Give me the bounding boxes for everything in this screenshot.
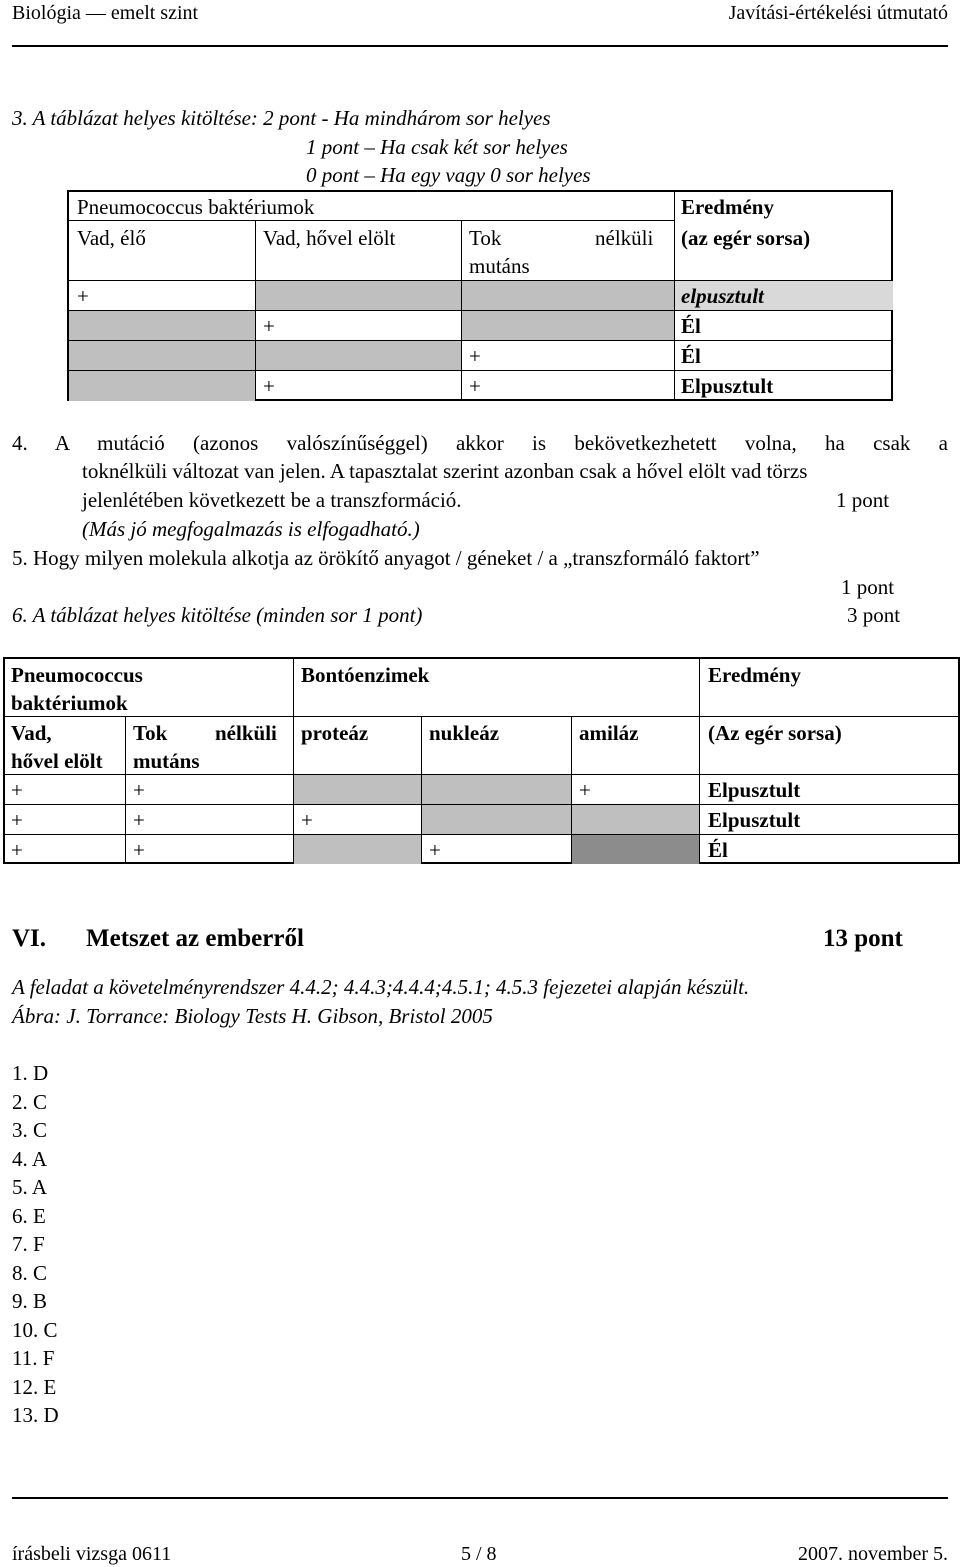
footer-date: 2007. november 5. (798, 1543, 948, 1565)
t2-h-result: Eredmény (708, 663, 801, 687)
q4-points: 1 pont (836, 488, 890, 512)
shade-cell (255, 341, 461, 371)
t2-h-tok-2: mutáns (133, 749, 200, 773)
t2-r1-c1: + (11, 778, 23, 802)
t1-r2-c2: + (263, 314, 275, 338)
section-points: 13 pont (823, 925, 903, 952)
t1-r4-c3: + (469, 374, 481, 398)
answer-item: 3. C (12, 1118, 48, 1142)
header-guide-title: Javítási-értékelési útmutató (728, 2, 948, 24)
section-number: VI. (12, 925, 47, 952)
shade-cell (293, 834, 421, 864)
q4-note: (Más jó megfogalmazás is elfogadható.) (82, 517, 420, 541)
t2-h-vad-2: hővel elölt (11, 749, 103, 773)
q5-text: 5. Hogy milyen molekula alkotja az örökítő anyagot / géneket / a „transzformáló faktort” (12, 546, 760, 570)
t2-h-pneumo-1: Pneumococcus (11, 663, 143, 687)
t2-h-vad-1: Vad, (11, 721, 52, 745)
q4-line3: jelenlétében következett be a transzformáció. (82, 488, 462, 512)
t1-r1-result: elpusztult (681, 284, 764, 308)
t1-col-tok: Tok (469, 226, 502, 250)
answer-item: 9. B (12, 1289, 48, 1313)
answer-item: 4. A (12, 1147, 48, 1171)
shade-cell (461, 281, 675, 311)
answer-item: 13. D (12, 1403, 59, 1427)
q4-line2: toknélküli változat van jelen. A tapasztalat szerint azonban csak a hővel elölt vad törzs (82, 459, 808, 483)
t2-h-proteaz: proteáz (301, 721, 369, 745)
table-enzyme-experiment (3, 657, 960, 864)
t1-r4-result: Elpusztult (681, 374, 774, 398)
t2-r3-result: Él (708, 838, 728, 862)
answer-item: 6. E (12, 1204, 46, 1228)
t2-h-nukleaz: nukleáz (429, 721, 500, 745)
t2-r3-c4: + (429, 838, 441, 862)
header-rule (12, 45, 948, 47)
t2-h-enzymes: Bontóenzimek (301, 663, 430, 687)
shade-cell (69, 311, 255, 341)
t1-r3-result: Él (681, 344, 701, 368)
t2-h-tok-nelkuli: nélküli (215, 721, 277, 745)
shade-cell (571, 804, 699, 834)
q6-points: 3 pont (847, 603, 901, 627)
t2-r2-c1: + (11, 808, 23, 832)
q4-line1: 4. A mutáció (azonos valószínűséggel) akkor is bekövetkezhetett volna, ha csak a (12, 431, 948, 455)
t1-r4-c2: + (263, 374, 275, 398)
table-griffith-experiment (67, 190, 893, 401)
shade-cell (255, 281, 461, 311)
t2-h-result-2: (Az egér sorsa) (708, 721, 842, 745)
t2-r1-c5: + (579, 778, 591, 802)
q3-line3: 0 pont – Ha egy vagy 0 sor helyes (306, 163, 591, 187)
t2-r2-c3: + (301, 808, 313, 832)
shade-cell (421, 804, 571, 834)
t1-col-tok-nelkuli: nélküli (595, 226, 654, 250)
footer-page-number: 5 / 8 (461, 1543, 497, 1565)
q5-points: 1 pont (841, 575, 895, 599)
shade-cell (69, 341, 255, 371)
t1-col-vad-elo: Vad, élő (77, 226, 146, 250)
footer-rule (12, 1497, 948, 1499)
t1-result-subheader: (az egér sorsa) (681, 226, 811, 250)
answer-item: 1. D (12, 1061, 49, 1085)
t2-r3-c2: + (133, 838, 145, 862)
t1-r2-result: Él (681, 314, 701, 338)
t2-r3-c1: + (11, 838, 23, 862)
t2-r2-c2: + (133, 808, 145, 832)
q6-text: 6. A táblázat helyes kitöltése (minden sor 1 pont) (12, 603, 423, 627)
t1-col-mutans: mutáns (469, 254, 530, 278)
q3-line2: 1 pont – Ha csak két sor helyes (306, 135, 568, 159)
answer-item: 5. A (12, 1175, 48, 1199)
shade-cell (69, 371, 255, 401)
dark-cell (571, 834, 699, 864)
q3-line1: 3. A táblázat helyes kitöltése: 2 pont - Ha mindhárom sor helyes (12, 106, 551, 130)
shade-cell (421, 774, 571, 804)
footer-exam: írásbeli vizsga 0611 (12, 1543, 172, 1565)
t1-r1-c1: + (77, 284, 89, 308)
t2-r1-c2: + (133, 778, 145, 802)
answer-item: 8. C (12, 1261, 48, 1285)
shade-cell (293, 774, 421, 804)
section-source-2: Ábra: J. Torrance: Biology Tests H. Gibson, Bristol 2005 (12, 1004, 493, 1028)
t2-r1-result: Elpusztult (708, 778, 801, 802)
t2-h-amilaz: amiláz (579, 721, 639, 745)
t2-h-tok-1: Tok (133, 721, 168, 745)
answer-item: 7. F (12, 1232, 45, 1256)
t2-r2-result: Elpusztult (708, 808, 801, 832)
section-source-1: A feladat a követelményrendszer 4.4.2; 4.4.3;4.4.4;4.5.1; 4.5.3 fejezetei alapján készült. (12, 975, 750, 999)
answer-item: 11. F (12, 1346, 55, 1370)
t1-r3-c3: + (469, 344, 481, 368)
section-title: Metszet az emberről (86, 925, 304, 952)
t1-result-header: Eredmény (681, 195, 774, 219)
answer-item: 12. E (12, 1375, 57, 1399)
answer-item: 2. C (12, 1090, 48, 1114)
answer-item: 10. C (12, 1318, 58, 1342)
header-subject: Biológia — emelt szint (12, 2, 199, 24)
t2-h-pneumo-2: baktériumok (11, 691, 128, 715)
t1-group-header: Pneumococcus baktériumok (77, 195, 315, 219)
shade-cell (461, 311, 675, 341)
t1-col-vad-hovel: Vad, hővel elölt (263, 226, 396, 250)
